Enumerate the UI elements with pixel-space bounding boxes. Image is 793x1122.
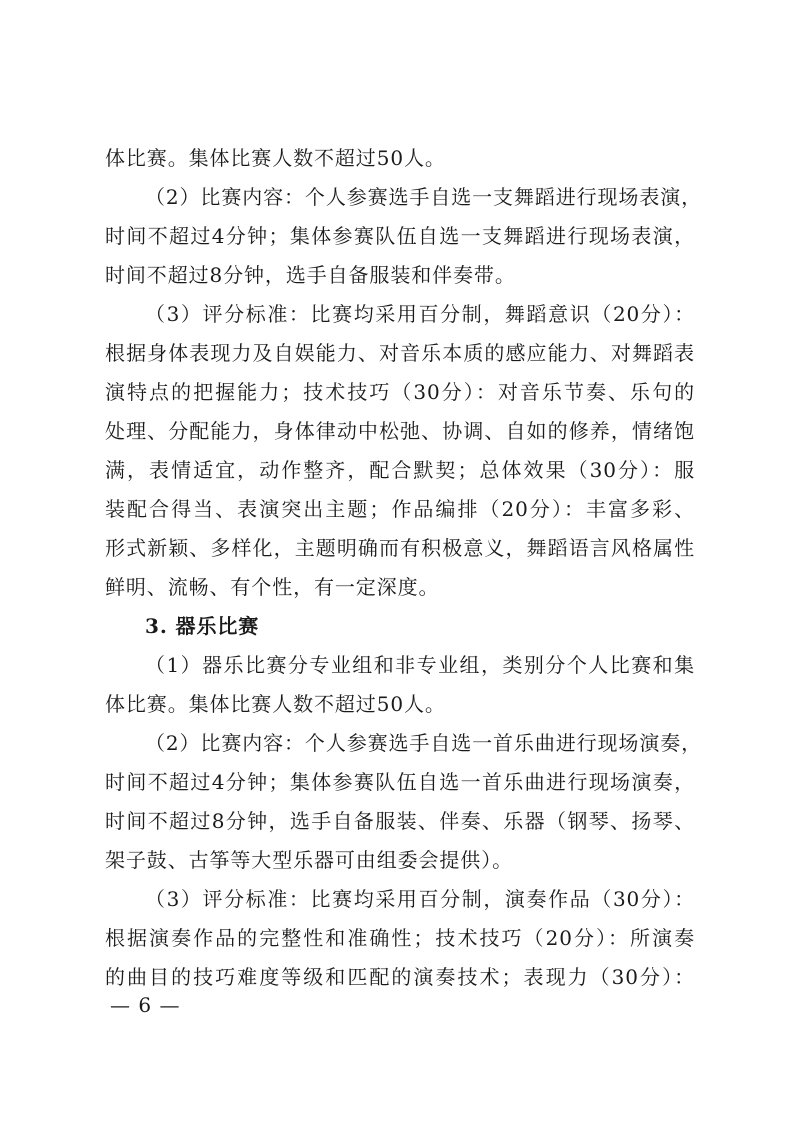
- body-text-line: 满，表情适宜，动作整齐，配合默契；总体效果（30分）：服: [105, 458, 695, 482]
- body-text-line: 体比赛。集体比赛人数不超过50人。: [105, 692, 446, 716]
- body-text-line: 架子鼓、古筝等大型乐器可由组委会提供）。: [105, 848, 513, 872]
- body-text-line: 演特点的把握能力；技术技巧（30分）：对音乐节奏、乐句的: [105, 380, 695, 404]
- body-text-line: 处理、分配能力，身体律动中松弛、协调、自如的修养，情绪饱: [105, 419, 695, 443]
- body-text-line: 体比赛。集体比赛人数不超过50人。: [105, 146, 446, 170]
- body-text-line: （1）器乐比赛分专业组和非专业组，类别分个人比赛和集: [145, 653, 695, 677]
- body-text-line: 时间不超过8分钟，选手自备服装、伴奏、乐器（钢琴、扬琴、: [105, 809, 695, 833]
- body-text-line: 根据演奏作品的完整性和准确性；技术技巧（20分）：所演奏: [105, 926, 695, 950]
- body-text-line: 的曲目的技巧难度等级和匹配的演奏技术；表现力（30分）：: [105, 965, 695, 989]
- body-text-line: 装配合得当、表演突出主题；作品编排（20分）：丰富多彩、: [105, 497, 695, 521]
- body-text-line: 鲜明、流畅、有个性，有一定深度。: [105, 575, 440, 599]
- body-text-line: 形式新颖、多样化，主题明确而有积极意义，舞蹈语言风格属性: [105, 536, 695, 560]
- section-heading: 3. 器乐比赛: [145, 614, 260, 638]
- body-text-line: 时间不超过4分钟；集体参赛队伍自选一首乐曲进行现场演奏，: [105, 770, 695, 794]
- body-text-line: 时间不超过4分钟；集体参赛队伍自选一支舞蹈进行现场表演，: [105, 224, 695, 248]
- body-text-line: （3）评分标准：比赛均采用百分制，演奏作品（30分）：: [145, 887, 695, 911]
- body-text-line: （2）比赛内容：个人参赛选手自选一首乐曲进行现场演奏，: [145, 731, 703, 755]
- body-text-line: 时间不超过8分钟，选手自备服装和伴奏带。: [105, 263, 516, 287]
- body-text-line: 根据身体表现力及自娱能力、对音乐本质的感应能力、对舞蹈表: [105, 341, 695, 365]
- body-text-line: （2）比赛内容：个人参赛选手自选一支舞蹈进行现场表演，: [145, 185, 703, 209]
- page-number: — 6 —: [110, 993, 181, 1017]
- body-text-line: （3）评分标准：比赛均采用百分制，舞蹈意识（20分）：: [145, 302, 695, 326]
